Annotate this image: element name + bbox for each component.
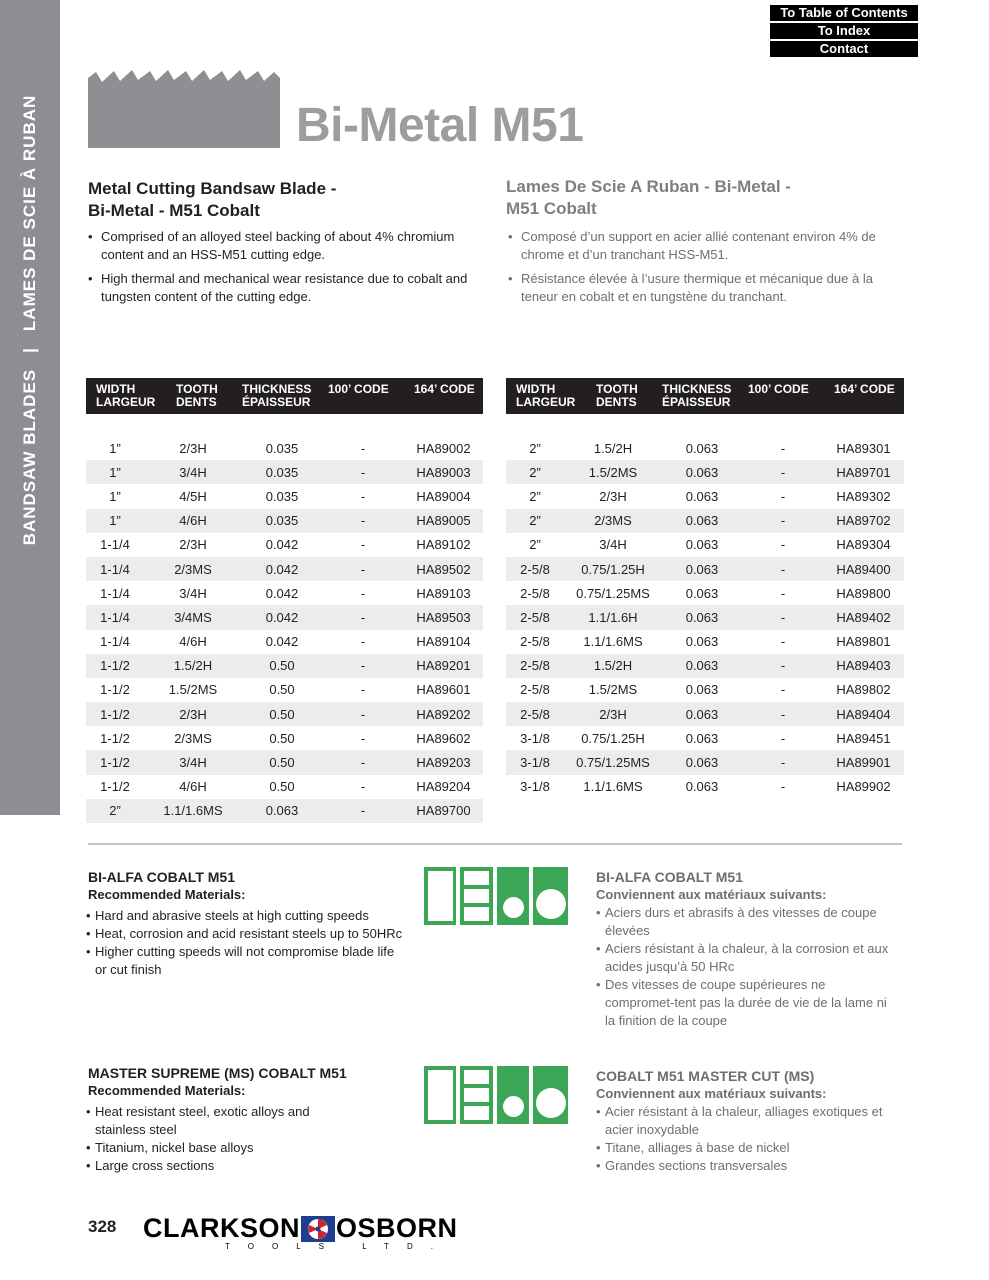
list-item: • Heat, corrosion and acid resistant steels up to 50HRc [86,925,406,943]
table-row [86,654,483,678]
cell-tooth: 1.1/1.6H [588,609,638,625]
table-row [506,436,904,460]
cell-code100: - [780,537,786,553]
cell-thickness: 0.063 [685,682,719,698]
cell-width: 1-1/4 [100,537,130,553]
cell-code100: - [780,585,786,601]
cell-code164: HA89301 [836,440,891,456]
cell-thickness: 0.063 [685,755,719,771]
cell-width: 3-1/8 [520,730,550,746]
table-row [506,630,904,654]
cell-tooth: 1.5/2MS [588,682,638,698]
bandsaw-blade-image [88,68,280,148]
header-code164: 164’ CODE [834,382,895,396]
list-item: • Titane, alliages à base de nickel [596,1139,886,1157]
cell-thickness: 0.035 [265,513,299,529]
cell-code100: - [360,440,366,456]
table-row [506,775,904,799]
cell-tooth: 1.1/1.6MS [583,779,643,795]
table-row [506,702,904,726]
logo-text-right: OSBORN [336,1213,458,1243]
cell-width: 1-1/2 [100,779,130,795]
cell-tooth: 2/3H [179,537,207,553]
cell-code100: - [780,440,786,456]
cell-width: 1” [109,513,121,529]
cell-thickness: 0.50 [269,682,295,698]
product-table-right [506,378,904,799]
cell-tooth: 1.5/2MS [168,682,218,698]
solid-bar-symbol-icon [424,1066,456,1124]
header-thickness: THICKNESS ÉPAISSEUR [242,382,312,409]
french-title-line2: M51 Cobalt [506,199,597,218]
cell-tooth: 3/4MS [174,609,212,625]
table-row [506,605,904,629]
cell-tooth: 3/4H [179,755,207,771]
cell-tooth: 4/6H [179,779,207,795]
list-item: • Heat resistant steel, exotic alloys and stainless steel [86,1103,326,1139]
table-row [506,654,904,678]
list-item: • Titanium, nickel base alloys [86,1139,326,1157]
index-link[interactable]: To Index [770,23,918,39]
english-bullet: • Comprised of an alloyed steel backing of about 4% chromium content and an HSS-M51 cutting edge. [88,228,473,264]
cell-code164: HA89702 [836,513,891,529]
cell-thickness: 0.035 [265,440,299,456]
cell-width: 2-5/8 [520,658,550,674]
cell-code100: - [360,464,366,480]
section-divider [88,843,902,845]
cell-code100: - [360,634,366,650]
cell-code164: HA89004 [416,488,471,504]
cell-code100: - [780,561,786,577]
cell-code164: HA89902 [836,779,891,795]
table-row [86,605,483,629]
cell-code100: - [780,488,786,504]
table-header [86,378,483,414]
cell-thickness: 0.50 [269,779,295,795]
list-item: • Aciers durs et abrasifs à des vitesses de coupe élevées [596,904,896,940]
cell-code100: - [360,488,366,504]
cell-code100: - [360,561,366,577]
table-row [86,702,483,726]
table-row [86,678,483,702]
cell-code164: HA89203 [416,755,471,771]
header-thickness: THICKNESS ÉPAISSEUR [662,382,732,409]
cell-code100: - [360,706,366,722]
cell-code100: - [780,513,786,529]
cell-code100: - [780,706,786,722]
cell-width: 1-1/2 [100,682,130,698]
cell-tooth: 3/4H [179,585,207,601]
cell-code164: HA89403 [836,658,891,674]
sidebar-label [20,50,40,590]
cell-code100: - [360,609,366,625]
contact-link[interactable]: Contact [770,41,918,57]
cell-code100: - [780,658,786,674]
material-symbols-bialfa [424,867,568,925]
cell-width: 2-5/8 [520,609,550,625]
table-header [506,378,904,414]
company-logo [143,1213,458,1253]
page-number: 328 [88,1217,117,1236]
list-item: • Grandes sections transversales [596,1157,886,1175]
cell-width: 1-1/2 [100,730,130,746]
cell-thickness: 0.042 [265,585,299,601]
sidebar-text-primary: BANDSAW BLADES [20,368,39,546]
sidebar [0,0,60,815]
table-row [86,630,483,654]
cell-width: 3-1/8 [520,755,550,771]
list-item: • Large cross sections [86,1157,326,1175]
master-subtitle-fr: Conviennent aux matériaux suivants: [596,1086,827,1101]
cell-width: 1-1/2 [100,706,130,722]
master-list-fr [596,1103,886,1175]
cell-code164: HA89802 [836,682,891,698]
cell-width: 1-1/4 [100,634,130,650]
cell-width: 1-1/4 [100,609,130,625]
cell-code100: - [360,537,366,553]
cell-code164: HA89701 [836,464,891,480]
table-row [506,509,904,533]
cell-tooth: 2/3H [599,706,627,722]
header-code100: 100’ CODE [328,382,389,396]
cell-tooth: 1.5/2MS [588,464,638,480]
table-row [506,581,904,605]
cell-tooth: 2/3H [179,706,207,722]
cell-code164: HA89304 [836,537,891,553]
tube-symbol-icon [460,867,492,925]
english-title [88,178,488,222]
cell-thickness: 0.50 [269,658,295,674]
cell-thickness: 0.063 [265,803,299,819]
cell-thickness: 0.063 [685,658,719,674]
cell-width: 1-1/4 [100,585,130,601]
cell-thickness: 0.063 [685,513,719,529]
page-title: Bi-Metal M51 [296,99,584,152]
cell-tooth: 1.1/1.6MS [583,634,643,650]
cell-tooth: 0.75/1.25MS [576,585,650,601]
cell-code164: HA89901 [836,755,891,771]
bialfa-subtitle-en: Recommended Materials: [88,887,246,902]
cell-code100: - [360,803,366,819]
french-bullet: • Résistance élevée à l’usure thermique et mécanique due à la teneur en cobalt et en tungstène du tranchant. [508,270,893,306]
cell-thickness: 0.042 [265,634,299,650]
bialfa-list-fr [596,904,896,1030]
cell-width: 2” [529,537,541,553]
cell-thickness: 0.063 [685,537,719,553]
table-row [86,533,483,557]
cell-code164: HA89800 [836,585,891,601]
table-body [506,436,904,799]
french-bullet: • Composé d’un support en acier allié contenant environ 4% de chrome et d’un tranchant HSS-M51. [508,228,893,264]
cell-code100: - [360,730,366,746]
sidebar-separator: | [20,347,39,353]
cell-width: 1” [109,440,121,456]
table-row [506,533,904,557]
cell-code164: HA89700 [416,803,471,819]
nav-links [770,5,918,59]
table-row [506,460,904,484]
cell-code100: - [360,682,366,698]
french-title [506,176,906,220]
cell-thickness: 0.50 [269,706,295,722]
cell-tooth: 3/4H [179,464,207,480]
cell-code100: - [780,609,786,625]
table-row [86,509,483,533]
cell-thickness: 0.063 [685,585,719,601]
table-row [86,775,483,799]
toc-link[interactable]: To Table of Contents [770,5,918,21]
product-table-left [86,378,483,823]
logo-text-left: CLARKSON [143,1213,300,1243]
cell-code164: HA89003 [416,464,471,480]
bialfa-list-en [86,907,406,979]
cell-code164: HA89102 [416,537,471,553]
cell-code164: HA89502 [416,561,471,577]
cell-code164: HA89451 [836,730,891,746]
cell-code100: - [780,730,786,746]
cell-tooth: 0.75/1.25MS [576,755,650,771]
header-code100: 100’ CODE [748,382,809,396]
header-width: WIDTH LARGEUR [96,382,156,409]
logo-emblem-icon [301,1216,335,1242]
cell-code164: HA89602 [416,730,471,746]
cell-code100: - [780,755,786,771]
master-title-en: MASTER SUPREME (MS) COBALT M51 [88,1065,347,1081]
cell-width: 2-5/8 [520,561,550,577]
cell-code164: HA89005 [416,513,471,529]
logo-subtitle: TOOLS LTD. [225,1242,451,1251]
tube-symbol-icon [460,1066,492,1124]
cell-width: 2” [529,464,541,480]
cell-thickness: 0.035 [265,464,299,480]
table-row [86,750,483,774]
list-item: • Acier résistant à la chaleur, alliages exotiques et acier inoxydable [596,1103,886,1139]
cell-thickness: 0.063 [685,779,719,795]
cell-thickness: 0.042 [265,609,299,625]
table-row [506,726,904,750]
header-code164: 164’ CODE [414,382,475,396]
cell-thickness: 0.035 [265,488,299,504]
cell-tooth: 4/6H [179,634,207,650]
cell-code100: - [780,464,786,480]
header-width: WIDTH LARGEUR [516,382,576,409]
bialfa-title-en: BI-ALFA COBALT M51 [88,869,235,885]
cell-width: 2” [109,803,121,819]
bialfa-subtitle-fr: Conviennent aux matériaux suivants: [596,887,827,902]
table-row [506,557,904,581]
cell-tooth: 1.5/2H [593,658,633,674]
cell-thickness: 0.063 [685,634,719,650]
cell-thickness: 0.063 [685,706,719,722]
table-row [506,750,904,774]
cell-tooth: 2/3MS [594,513,632,529]
list-item: • Higher cutting speeds will not compromise blade life or cut finish [86,943,406,979]
cell-tooth: 1.5/2H [593,440,633,456]
round-large-symbol-icon [533,867,568,925]
table-row [86,799,483,823]
sidebar-text-secondary: LAMES DE SCIE À RUBAN [20,94,39,332]
table-row [506,484,904,508]
cell-tooth: 0.75/1.25H [581,561,645,577]
master-title-fr: COBALT M51 MASTER CUT (MS) [596,1068,815,1084]
header-tooth: TOOTH DENTS [596,382,638,409]
french-title-line1: Lames De Scie A Ruban - Bi-Metal - [506,177,791,196]
cell-tooth: 2/3MS [174,561,212,577]
cell-width: 3-1/8 [520,779,550,795]
cell-width: 1-1/2 [100,658,130,674]
cell-tooth: 2/3MS [174,730,212,746]
master-list-en [86,1103,326,1175]
cell-code164: HA89103 [416,585,471,601]
round-small-symbol-icon [497,867,529,925]
cell-width: 2-5/8 [520,682,550,698]
english-bullets [88,228,473,312]
cell-tooth: 1.1/1.6MS [163,803,223,819]
table-row [86,436,483,460]
cell-width: 2-5/8 [520,634,550,650]
cell-code100: - [780,634,786,650]
bialfa-title-fr: BI-ALFA COBALT M51 [596,869,743,885]
table-body [86,436,483,823]
material-symbols-master [424,1066,568,1124]
cell-thickness: 0.063 [685,561,719,577]
table-row [86,484,483,508]
cell-code100: - [360,779,366,795]
cell-code164: HA89302 [836,488,891,504]
cell-width: 2-5/8 [520,706,550,722]
table-row [86,726,483,750]
cell-thickness: 0.063 [685,609,719,625]
french-bullets [508,228,893,312]
round-large-symbol-icon [533,1066,568,1124]
list-item: • Des vitesses de coupe supérieures ne compromet-tent pas la durée de vie de la lame ni la finition de la coupe [596,976,896,1030]
cell-width: 2” [529,513,541,529]
cell-code164: HA89404 [836,706,891,722]
cell-code164: HA89503 [416,609,471,625]
cell-width: 1” [109,488,121,504]
round-small-symbol-icon [497,1066,529,1124]
english-title-line2: Bi-Metal - M51 Cobalt [88,201,260,220]
cell-code100: - [360,585,366,601]
list-item: • Hard and abrasive steels at high cutting speeds [86,907,406,925]
cell-width: 1” [109,464,121,480]
cell-tooth: 2/3H [599,488,627,504]
table-row [86,557,483,581]
cell-tooth: 2/3H [179,440,207,456]
cell-thickness: 0.063 [685,730,719,746]
cell-code100: - [360,513,366,529]
english-bullet: • High thermal and mechanical wear resistance due to cobalt and tungsten content of the cutting edge. [88,270,473,306]
list-item: • Aciers résistant à la chaleur, à la corrosion et aux acides jusqu’à 50 HRc [596,940,896,976]
cell-code164: HA89601 [416,682,471,698]
header-tooth: TOOTH DENTS [176,382,218,409]
cell-thickness: 0.042 [265,561,299,577]
english-title-line1: Metal Cutting Bandsaw Blade - [88,179,337,198]
cell-code100: - [780,779,786,795]
cell-width: 2” [529,440,541,456]
cell-thickness: 0.063 [685,464,719,480]
cell-code164: HA89202 [416,706,471,722]
cell-code164: HA89104 [416,634,471,650]
cell-code100: - [360,755,366,771]
cell-code164: HA89402 [836,609,891,625]
master-subtitle-en: Recommended Materials: [88,1083,246,1098]
cell-code100: - [780,682,786,698]
cell-code100: - [360,658,366,674]
cell-tooth: 3/4H [599,537,627,553]
cell-thickness: 0.50 [269,730,295,746]
cell-thickness: 0.063 [685,488,719,504]
cell-tooth: 0.75/1.25H [581,730,645,746]
cell-tooth: 4/5H [179,488,207,504]
cell-thickness: 0.50 [269,755,295,771]
cell-code164: HA89801 [836,634,891,650]
cell-width: 1-1/4 [100,561,130,577]
cell-tooth: 1.5/2H [173,658,213,674]
cell-thickness: 0.063 [685,440,719,456]
cell-width: 2” [529,488,541,504]
cell-width: 2-5/8 [520,585,550,601]
table-row [86,460,483,484]
cell-code164: HA89400 [836,561,891,577]
table-row [506,678,904,702]
cell-width: 1-1/2 [100,755,130,771]
table-row [86,581,483,605]
solid-bar-symbol-icon [424,867,456,925]
cell-tooth: 4/6H [179,513,207,529]
cell-code164: HA89204 [416,779,471,795]
cell-code164: HA89201 [416,658,471,674]
cell-code164: HA89002 [416,440,471,456]
cell-thickness: 0.042 [265,537,299,553]
